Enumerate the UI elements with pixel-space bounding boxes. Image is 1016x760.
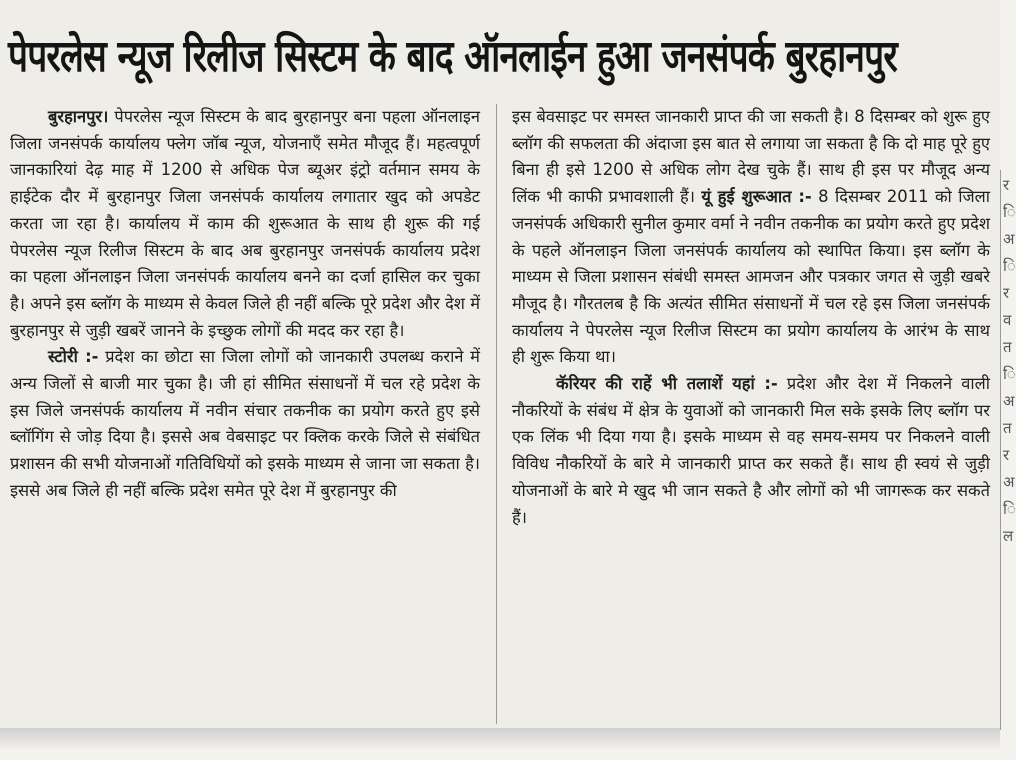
edge-fragment: अ xyxy=(1003,473,1015,491)
edge-fragment: र xyxy=(1003,446,1010,464)
story-label: स्टोरी :- xyxy=(48,347,99,367)
right-paragraph-2-text: 8 दिसम्बर 2011 को जिला जनसंपर्क अधिकारी सुनील कुमार वर्मा ने नवीन तकनीक का प्रयोग करते हुए प्रदेश के पहले ऑनलाइन जिला जनसंपर्क कार्यालय को स्थापित किया। इस ब्लॉग के माध्यम से जिला प्रशासन संबंधी समस्त आमजन और पत्रकार जगत से जुड़ी खबरे मौजूद है। गौरतलब है कि अत्यंत सीमित संसाधनों में चल रहे इस जिला जनसंपर्क कार्यालय ने पेपरलेस न्यूज रिलीज सिस्टम का प्रयोग कार्यालय के आरंभ के साथ ही शुरू किया था। xyxy=(512,187,990,367)
edge-fragment: व xyxy=(1003,311,1012,329)
edge-fragment: ि xyxy=(1003,500,1016,518)
edge-fragment: ि xyxy=(1003,365,1016,383)
dateline: बुरहानपुर। xyxy=(48,107,109,126)
right-edge-divider xyxy=(1000,170,1001,730)
right-paragraph-3 xyxy=(512,371,990,531)
left-column xyxy=(10,104,480,505)
right-paragraph-1 xyxy=(512,104,990,371)
edge-fragment: अ xyxy=(1003,392,1015,410)
left-paragraph-1 xyxy=(10,104,480,344)
edge-fragment: ल xyxy=(1003,527,1014,545)
right-paragraph-1-text: इस बेवसाइट पर समस्त जानकारी प्राप्त की जा सकती है। 8 दिसम्बर को शुरू हुए ब्लॉग की सफलता की अंदाजा इस बात से लगाया जा सकता है कि दो माह पूरे हुए बिना ही इसे 1200 से अधिक लोग देख चुके हैं। साथ ही इस पर मौजूद अन्य लिंक भी काफी प्रभावशाली हैं। xyxy=(512,107,990,207)
right-paragraph-3-text: प्रदेश और देश में निकलने वाली नौकरियों के संबंध में क्षेत्र के युवाओं को जानकारी मिल सके इसके लिए ब्लॉग पर एक लिंक भी दिया गया है। इसके माध्यम से वह समय-समय पर निकलने वाली विविध नौकरियों के बारे मे जानकारी प्राप्त कर सकते हैं। साथ ही स्वयं से जुड़ी योजनाओं के बारे मे खुद भी जान सकते है और लोगों को भी जागरूक कर सकते हैं। xyxy=(512,374,990,527)
left-paragraph-1-text: पेपरलेस न्यूज सिस्टम के बाद बुरहानपुर बना पहला ऑनलाइन जिला जनसंपर्क कार्यालय फ्लेग जॉब न्यूज, योजनाएँ समेत मौजूद हैं। महत्वपूर्ण जानकारियां देढ़ माह में 1200 से अधिक पेज ब्यूअर इंट्रो वर्तमान समय के हाईटेक दौर में बुरहानपुर जिला जनसंपर्क कार्यालय लगातार खुद को अपडेट करता जा रहा है। कार्यालय में काम की शुरूआत के साथ ही शुरू की गई पेपरलेस न्यूज रिलीज सिस्टम के बाद अब बुरहानपुर जनसंपर्क कार्यालय प्रदेश का पहला ऑनलाइन जिला जनसंपर्क कार्यालय बनने का दर्जा हासिल कर चुका है। अपने इस ब्लॉग के माध्यम से केवल जिले ही नहीं बल्कि पूरे प्रदेश और देश में बुरहानपुर से जुड़ी खबरें जानने के इच्छुक लोगों की मदद कर रहा है। xyxy=(10,107,480,340)
scan-shadow xyxy=(0,728,1000,750)
edge-fragment: त xyxy=(1003,338,1012,356)
edge-fragment: त xyxy=(1003,419,1012,437)
subheading-career: कॅरियर की राहें भी तलाशें यहां :- xyxy=(556,374,778,394)
headline: पेपरलेस न्यूज रिलीज सिस्टम के बाद ऑनलाईन हुआ जनसंपर्क बुरहानपुर xyxy=(8,31,897,82)
right-column xyxy=(512,104,990,531)
column-divider xyxy=(496,104,497,724)
cut-off-next-column xyxy=(1003,172,1016,550)
edge-fragment: ि xyxy=(1003,257,1016,275)
edge-fragment: र xyxy=(1003,284,1010,302)
left-paragraph-2-text: प्रदेश का छोटा सा जिला लोगों को जानकारी उपलब्ध कराने में अन्य जिलों से बाजी मार चुका है। जी हां सीमित संसाधनों में चल रहे प्रदेश के इस जिले जनसंपर्क कार्यालय में नवीन संचार तकनीक का प्रयोग करते हुए इसे ब्लॉगिंग से जोड़ दिया है। इससे अब वेबसाइट पर क्लिक करके जिले से संबंधित प्रशासन की सभी योजनाओं गतिविधियों को इसके माध्यम से जाना जा सकता है। इससे अब जिले ही नहीं बल्कि प्रदेश समेत पूरे देश में बुरहानपुर की xyxy=(10,347,480,500)
edge-fragment: ि xyxy=(1003,203,1016,221)
left-paragraph-2 xyxy=(10,344,480,504)
edge-fragment: र xyxy=(1003,176,1010,194)
edge-fragment: अ xyxy=(1003,230,1015,248)
subheading-beginning: यूं हुई शुरूआत :- xyxy=(701,187,812,207)
